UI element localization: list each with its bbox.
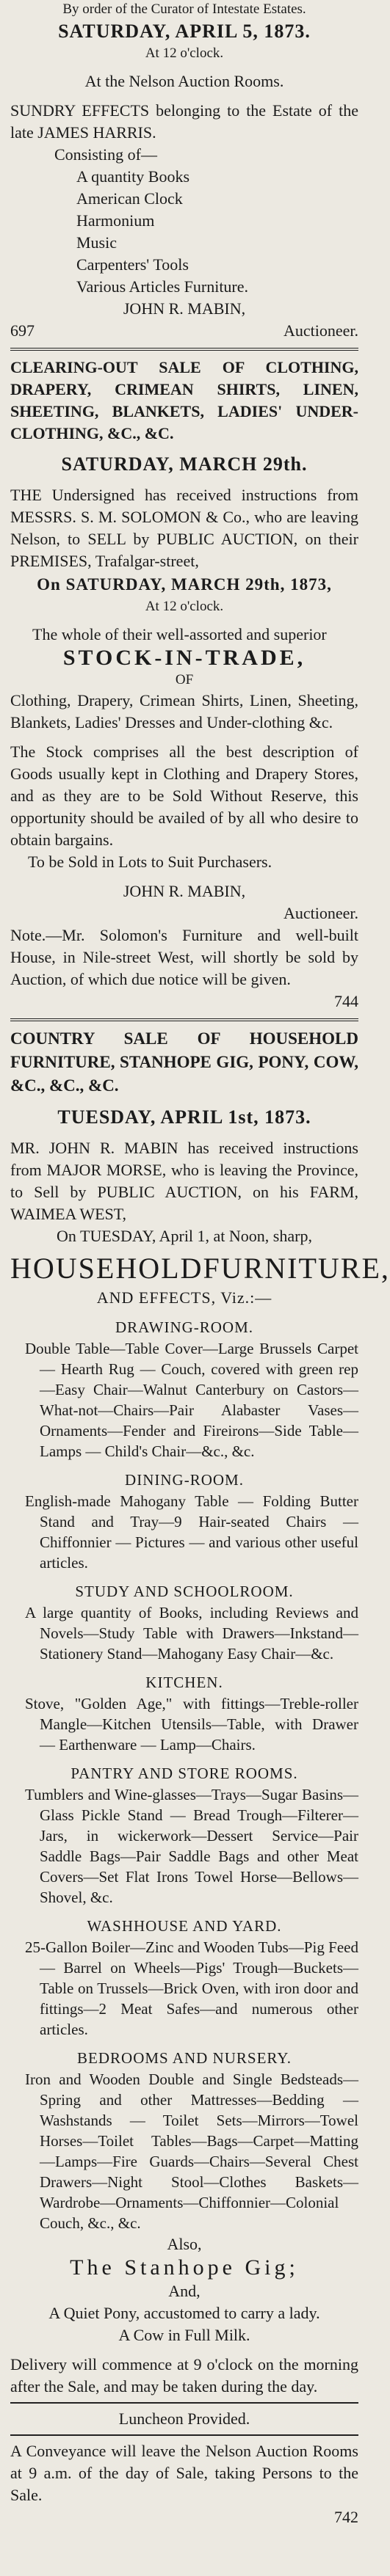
ad-date-heading: TUESDAY, APRIL 1st, 1873. xyxy=(57,1106,311,1128)
ad-body: The Stock comprises all the best description of Goods usually kept in Clothing and Drapery Stores, and as they are to be Sold Without Reserve, this opportunity should be availed of by all who desire to obtain bargains. xyxy=(10,742,358,849)
ad-gig: The Stanhope Gig; xyxy=(70,2255,299,2280)
ad-and: And, xyxy=(168,2282,201,2300)
ad-order-line: By order of the Curator of Intestate Estates. xyxy=(62,1,306,17)
section-heading: BEDROOMS AND NURSERY. xyxy=(77,2049,292,2067)
ad-cow: A Cow in Full Milk. xyxy=(118,2326,250,2344)
ad-goods: Clothing, Drapery, Crimean Shirts, Linen, Sheeting, Blankets, Ladies' Dresses and Under-clothing &c. xyxy=(10,691,358,731)
section-text: English-made Mahogany Table — Folding Butter Stand and Tray—9 Hair-seated Chairs — Chiffonnier — Pictures — and various other useful articles. xyxy=(25,1492,358,1572)
ad-pony: A Quiet Pony, accustomed to carry a lady. xyxy=(48,2304,320,2322)
divider xyxy=(10,1018,358,1021)
ad-whole-line: The whole of their well-assorted and superior xyxy=(32,625,327,643)
section-heading: PANTRY AND STORE ROOMS. xyxy=(71,1765,298,1782)
ad-item-3: Music xyxy=(76,233,117,252)
ad-item-5: Various Articles Furniture. xyxy=(76,277,249,296)
section-text: Double Table—Table Cover—Large Brussels Carpet — Hearth Rug — Couch, covered with green rep—Easy Chair—Walnut Canterbury on Castors—What-not—Chairs—Pair Alabaster Vases—Ornaments—Fender and Fireirons—Side Table—Lamps — Child's Chair—&c., &c. xyxy=(25,1340,358,1460)
ad-note: Note.—Mr. Solomon's Furniture and well-built House, in Nile-street West, will shortly be sold by Auction, of which due notice will be given. xyxy=(10,926,358,988)
ad-auctioneer-name: JOHN R. MABIN, xyxy=(123,882,246,900)
ad-headline: CLEARING-OUT SALE OF CLOTHING, DRAPERY, CRIMEAN SHIRTS, LINEN, SHEETING, BLANKETS, LADIES' UNDER-CLOTHING, &C., &C. xyxy=(10,358,358,442)
ad-delivery: Delivery will commence at 9 o'clock on the morning after the Sale, and may be taken during the day. xyxy=(10,2355,358,2396)
ad-auctioneer-role: Auctioneer. xyxy=(283,904,358,922)
section-text: Iron and Wooden Double and Single Bedsteads—Spring and other Mattresses—Bedding — Washstands — Toilet Sets—Mirrors—Towel Horses—Toilet Tables—Bags—Carpet—Matting—Lamps—Fire Guards—Chairs—Several Chest Drawers—Night Stool—Clothes Baskets—Wardrobe—Ornaments—Chiffonnier—Colonial Couch, &c., &c. xyxy=(25,2070,358,2232)
divider xyxy=(10,2402,358,2404)
ad-venue: At the Nelson Auction Rooms. xyxy=(84,72,284,90)
section-text: A large quantity of Books, including Reviews and Novels—Study Table with Drawers—Inkstand—Stationery Stand—Mahogany Easy Chair—&c. xyxy=(25,1604,358,1663)
ad-date-full: On TUESDAY, April 1, at Noon, sharp, xyxy=(57,1227,312,1245)
ad-date-heading: SATURDAY, APRIL 5, 1873. xyxy=(58,21,311,42)
ad-conveyance: A Conveyance will leave the Nelson Auction Rooms at 9 a.m. of the day of Sale, taking Persons to the Sale. xyxy=(10,2442,358,2504)
ad-item-2: Harmonium xyxy=(76,211,155,230)
ad-item-4: Carpenters' Tools xyxy=(76,255,189,274)
ad-effects: AND EFFECTS, Viz.:— xyxy=(96,1288,272,1307)
divider xyxy=(10,2434,358,2436)
ad-lots: To be Sold in Lots to Suit Purchasers. xyxy=(28,853,272,871)
divider xyxy=(10,348,358,351)
ad-time: At 12 o'clock. xyxy=(145,599,224,614)
ad-auctioneer-name: JOHN R. MABIN, xyxy=(123,299,246,318)
section-heading: STUDY AND SCHOOLROOM. xyxy=(75,1583,294,1600)
ad-of: OF xyxy=(175,672,194,687)
ad-item-1: American Clock xyxy=(76,189,183,208)
ad-number: 697 xyxy=(10,321,35,340)
ad-auctioneer-role: Auctioneer. xyxy=(283,321,358,340)
ad-date-full: On SATURDAY, MARCH 29th, 1873, xyxy=(37,575,332,594)
advertisement-clearing-out-sale xyxy=(10,357,358,1012)
advertisement-country-sale xyxy=(10,1027,390,2528)
section-text: Stove, "Golden Age," with fittings—Treble-roller Mangle—Kitchen Utensils—Table, with Drawer — Earthenware — Lamp—Chairs. xyxy=(25,1695,358,1754)
section-text: 25-Gallon Boiler—Zinc and Wooden Tubs—Pig Feed — Barrel on Wheels—Pigs' Trough—Buckets—Table on Trussels—Brick Oven, with iron door and fittings—2 Meat Safes—and numerous other articles. xyxy=(25,1938,358,2038)
ad-lead-text: SUNDRY EFFECTS belonging to the Estate of the late JAMES HARRIS. xyxy=(10,101,358,142)
ad-number: 744 xyxy=(334,992,358,1010)
ad-intro: THE Undersigned has received instructions from MESSRS. S. M. SOLOMON & Co., who are leaving Nelson, to SELL by PUBLIC AUCTION, on their PREMISES, Trafalgar-street, xyxy=(10,486,358,570)
section-heading: KITCHEN. xyxy=(145,1674,223,1691)
ad-luncheon: Luncheon Provided. xyxy=(118,2409,250,2428)
section-text: Tumblers and Wine-glasses—Trays—Sugar Basins—Glass Pickle Stand — Bread Trough—Filterer—Jars, in wickerwork—Dessert Service—Pair Saddle Bags—Pair Saddle Bags and other Meat Covers—Set Flat Irons Towel Horse—Bellows—Shovel, &c. xyxy=(25,1786,358,1906)
ad-intro: MR. JOHN R. MABIN has received instructions from MAJOR MORSE, who is leaving the Province, to Sell by PUBLIC AUCTION, on his FARM, WAIMEA WEST, xyxy=(10,1139,358,1223)
ad-headline: COUNTRY SALE OF HOUSEHOLD FURNITURE, STANHOPE GIG, PONY, COW, &C., &C., &C. xyxy=(10,1029,358,1095)
ad-date-heading: SATURDAY, MARCH 29th. xyxy=(61,453,308,475)
ad-also: Also, xyxy=(167,2235,202,2253)
ad-title-left: HOUSEHOLD xyxy=(10,1252,203,1285)
ad-number: 742 xyxy=(334,2508,358,2526)
section-heading: DRAWING-ROOM. xyxy=(115,1318,254,1336)
advertisement-intestate-estate xyxy=(10,0,358,342)
ad-time: At 12 o'clock. xyxy=(145,45,224,61)
section-heading: DINING-ROOM. xyxy=(125,1471,244,1489)
ad-title-right: FURNITURE, xyxy=(203,1252,390,1285)
ad-stock-heading: STOCK-IN-TRADE, xyxy=(62,646,306,670)
ad-consisting: Consisting of— xyxy=(54,145,157,164)
ad-item-0: A quantity Books xyxy=(76,167,190,186)
section-heading: WASHHOUSE AND YARD. xyxy=(87,1917,282,1935)
